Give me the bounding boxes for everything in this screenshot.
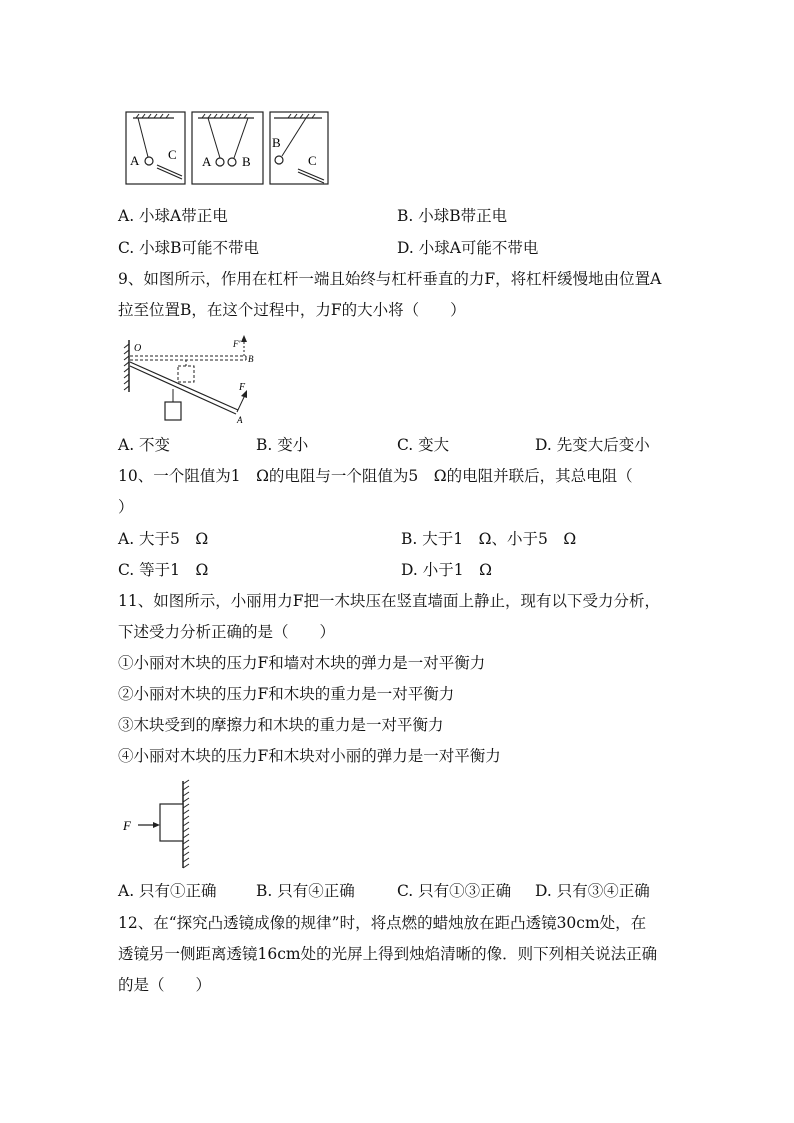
q12-stem-line2: 透镜另一侧距离透镜16cm处的光屏上得到烛焰清晰的像．则下列相关说法正确 [118,945,658,963]
q12-stem-line1: 12、在“探究凸透镜成像的规律”时，将点燃的蜡烛放在距凸透镜30cm处，在 [118,914,647,932]
q9-lever-figure [120,332,270,432]
q11-statement-1: ①小丽对木块的压力F和墙对木块的弹力是一对平衡力 [118,654,486,672]
q8-option-c: C. 小球B可能不带电 [118,239,260,257]
q11-wall-figure [118,778,198,876]
q8-label-b3: B [272,135,281,150]
q11-statement-3: ③木块受到的摩擦力和木块的重力是一对平衡力 [118,716,444,734]
q9-label-f-prime: F' [233,339,241,349]
q9-option-d: D. 先变大后变小 [535,436,650,454]
q8-option-b: B. 小球B带正电 [397,207,508,225]
q11-statement-4: ④小丽对木块的压力F和木块对小丽的弹力是一对平衡力 [118,747,501,765]
q9-label-f: F [239,382,246,393]
wood-block [160,804,183,841]
q8-panel-3 [270,112,328,184]
q8-label-c3: C [308,153,317,168]
q11-stem-line2: 下述受力分析正确的是（ ） [118,623,336,641]
q11-option-a: A. 只有①正确 [118,882,217,900]
q8-panel-2 [192,112,263,184]
q9-label-a: A [237,415,243,425]
q8-option-d: D. 小球A可能不带电 [397,239,539,257]
q9-label-o: O [134,343,142,354]
q11-stem-line1: 11、如图所示，小丽用力F把一木块压在竖直墙面上静止，现有以下受力分析， [118,592,660,610]
q9-stem-line2: 拉至位置B，在这个过程中，力F的大小将（ ） [118,301,466,319]
q11-statement-2: ②小丽对木块的压力F和木块的重力是一对平衡力 [118,685,455,703]
q9-option-b: B. 变小 [256,436,309,454]
q10-stem-line2: ） [118,498,134,516]
q10-stem-line1: 10、一个阻值为1 Ω的电阻与一个阻值为5 Ω的电阻并联后，其总电阻（ [118,467,633,485]
q8-label-b2: B [242,154,251,169]
q8-label-a1: A [130,153,140,168]
q9-label-b: B [248,354,254,364]
q11-option-d: D. 只有③④正确 [535,882,650,900]
q8-figure [124,110,336,192]
q8-label-c1: C [168,147,177,162]
q8-label-a2: A [202,154,212,169]
q9-stem-line1: 9、如图所示，作用在杠杆一端且始终与杠杆垂直的力F，将杠杆缓慢地由位置A [118,270,662,288]
q11-option-c: C. 只有①③正确 [397,882,512,900]
q12-stem-line3: 的是（ ） [118,976,212,994]
q10-option-a: A. 大于5 Ω [118,530,209,548]
q8-option-a: A. 小球A带正电 [118,207,228,225]
q9-option-c: C. 变大 [397,436,450,454]
q10-option-c: C. 等于1 Ω [118,561,209,579]
q10-option-b: B. 大于1 Ω、小于5 Ω [401,530,577,548]
q8-panel-1 [126,112,185,184]
q10-option-d: D. 小于1 Ω [401,561,492,579]
q11-label-f: F [123,818,131,833]
q11-option-b: B. 只有④正确 [256,882,355,900]
q9-option-a: A. 不变 [118,436,171,454]
